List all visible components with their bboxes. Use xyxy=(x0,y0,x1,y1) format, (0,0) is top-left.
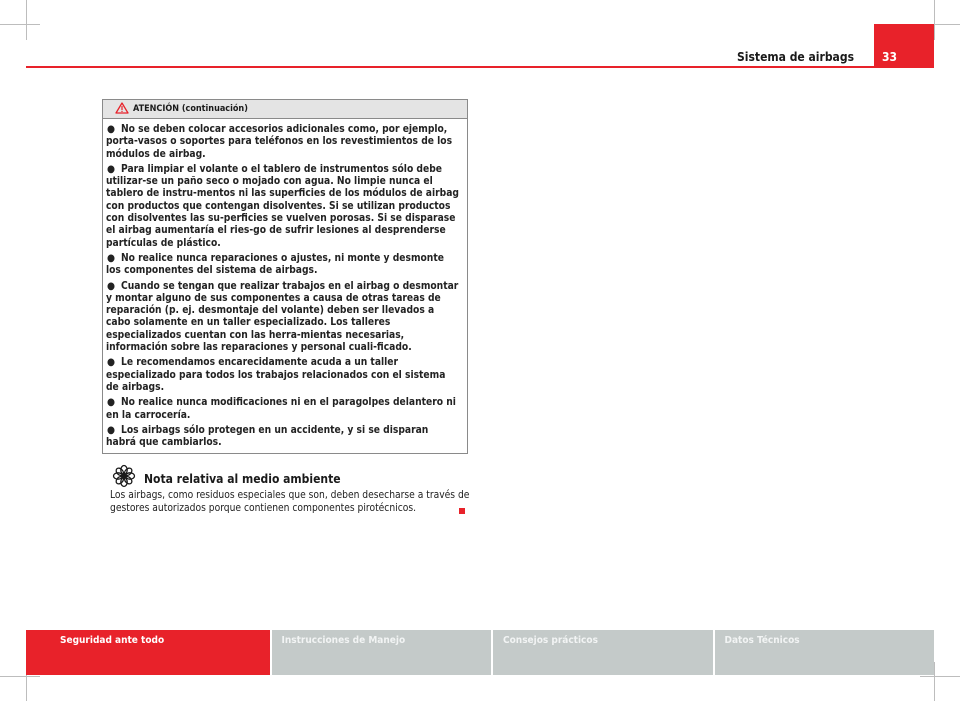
list-item xyxy=(106,164,461,250)
bullet: ● xyxy=(107,124,115,135)
flower-environment-icon xyxy=(112,464,136,492)
warning-title: ATENCIÓN (continuación) xyxy=(133,104,248,114)
warning-list xyxy=(103,119,467,449)
env-note-title: Nota relativa al medio ambiente xyxy=(144,472,341,486)
list-item-text: No realice nunca reparaciones o ajustes, ni monte y desmonte los componentes del sistema de airbags. xyxy=(106,252,444,277)
bullet: ● xyxy=(107,280,115,292)
list-item-text: Cuando se tengan que realizar trabajos en el airbag o desmontar y montar alguno de sus componentes a causa de otras tareas de reparación (p. ej. desmontaje del volante) deben ser llevados a cabo solamente en un taller especializado. Los talleres especializados cuentan con las herra-mientas necesarias, información sobre las reparaciones y personal cuali-ficado. xyxy=(106,280,459,354)
bullet: ● xyxy=(107,424,115,436)
list-item xyxy=(106,281,461,355)
bullet: ● xyxy=(107,357,115,369)
warning-header xyxy=(103,100,467,119)
warning-triangle-icon xyxy=(115,102,133,117)
bullet: ● xyxy=(107,397,115,409)
tab-instrucciones[interactable]: Instrucciones de Manejo xyxy=(272,630,492,675)
section-title: Sistema de airbags xyxy=(737,50,854,64)
list-item-text: Para limpiar el volante o el tablero de instrumentos sólo debe utilizar-se un paño seco o mojado con agua. No limpie nunca el tablero de instru-mentos ni las superficies de los módulos de airbag con productos que contengan disolventes. Si se utilizan productos con disolventes las su-perficies se vuelven porosas. Si se disparase el airbag aumentaría el ries-go de sufrir lesiones al desprenderse partículas de plástico. xyxy=(106,163,459,249)
tab-seguridad[interactable]: Seguridad ante todo xyxy=(26,630,270,675)
section-end-marker xyxy=(459,508,465,514)
crop-mark xyxy=(934,662,935,701)
list-item-text: Le recomendamos encarecidamente acuda a un taller especializado para todos los trabajos relacionados con el sistema de airbags. xyxy=(106,357,446,393)
tab-consejos[interactable]: Consejos prácticos xyxy=(493,630,713,675)
tab-datos-tecnicos[interactable]: Datos Técnicos xyxy=(715,630,935,675)
list-item-text: No se deben colocar accesorios adicionales como, por ejemplo, porta-vasos o soportes para teléfonos en los revestimientos de los módulos de airbag. xyxy=(106,124,453,160)
list-item-text: Los airbags sólo protegen en un accidente, y si se disparan habrá que cambiarlos. xyxy=(106,424,429,449)
crop-mark xyxy=(920,676,960,677)
bullet: ● xyxy=(107,163,115,175)
footer-tabs xyxy=(26,630,934,675)
list-item xyxy=(106,425,461,450)
crop-mark xyxy=(26,0,27,40)
list-item xyxy=(106,397,461,422)
list-item-text: No realice nunca modificaciones ni en el paragolpes delantero ni en la carrocería. xyxy=(106,397,456,421)
env-note-text: Los airbags, como residuos especiales que son, deben desecharse a través de gestores autorizados porque contienen componentes pirotécnicos. xyxy=(110,490,470,514)
list-item xyxy=(106,253,461,278)
crop-mark xyxy=(934,0,935,40)
list-item xyxy=(106,357,461,394)
header-rule xyxy=(26,66,934,68)
page-number: 33 xyxy=(874,24,934,68)
warning-box xyxy=(102,99,468,454)
bullet: ● xyxy=(107,252,115,264)
crop-mark xyxy=(0,24,40,25)
crop-mark xyxy=(0,676,40,677)
list-item xyxy=(106,124,461,161)
